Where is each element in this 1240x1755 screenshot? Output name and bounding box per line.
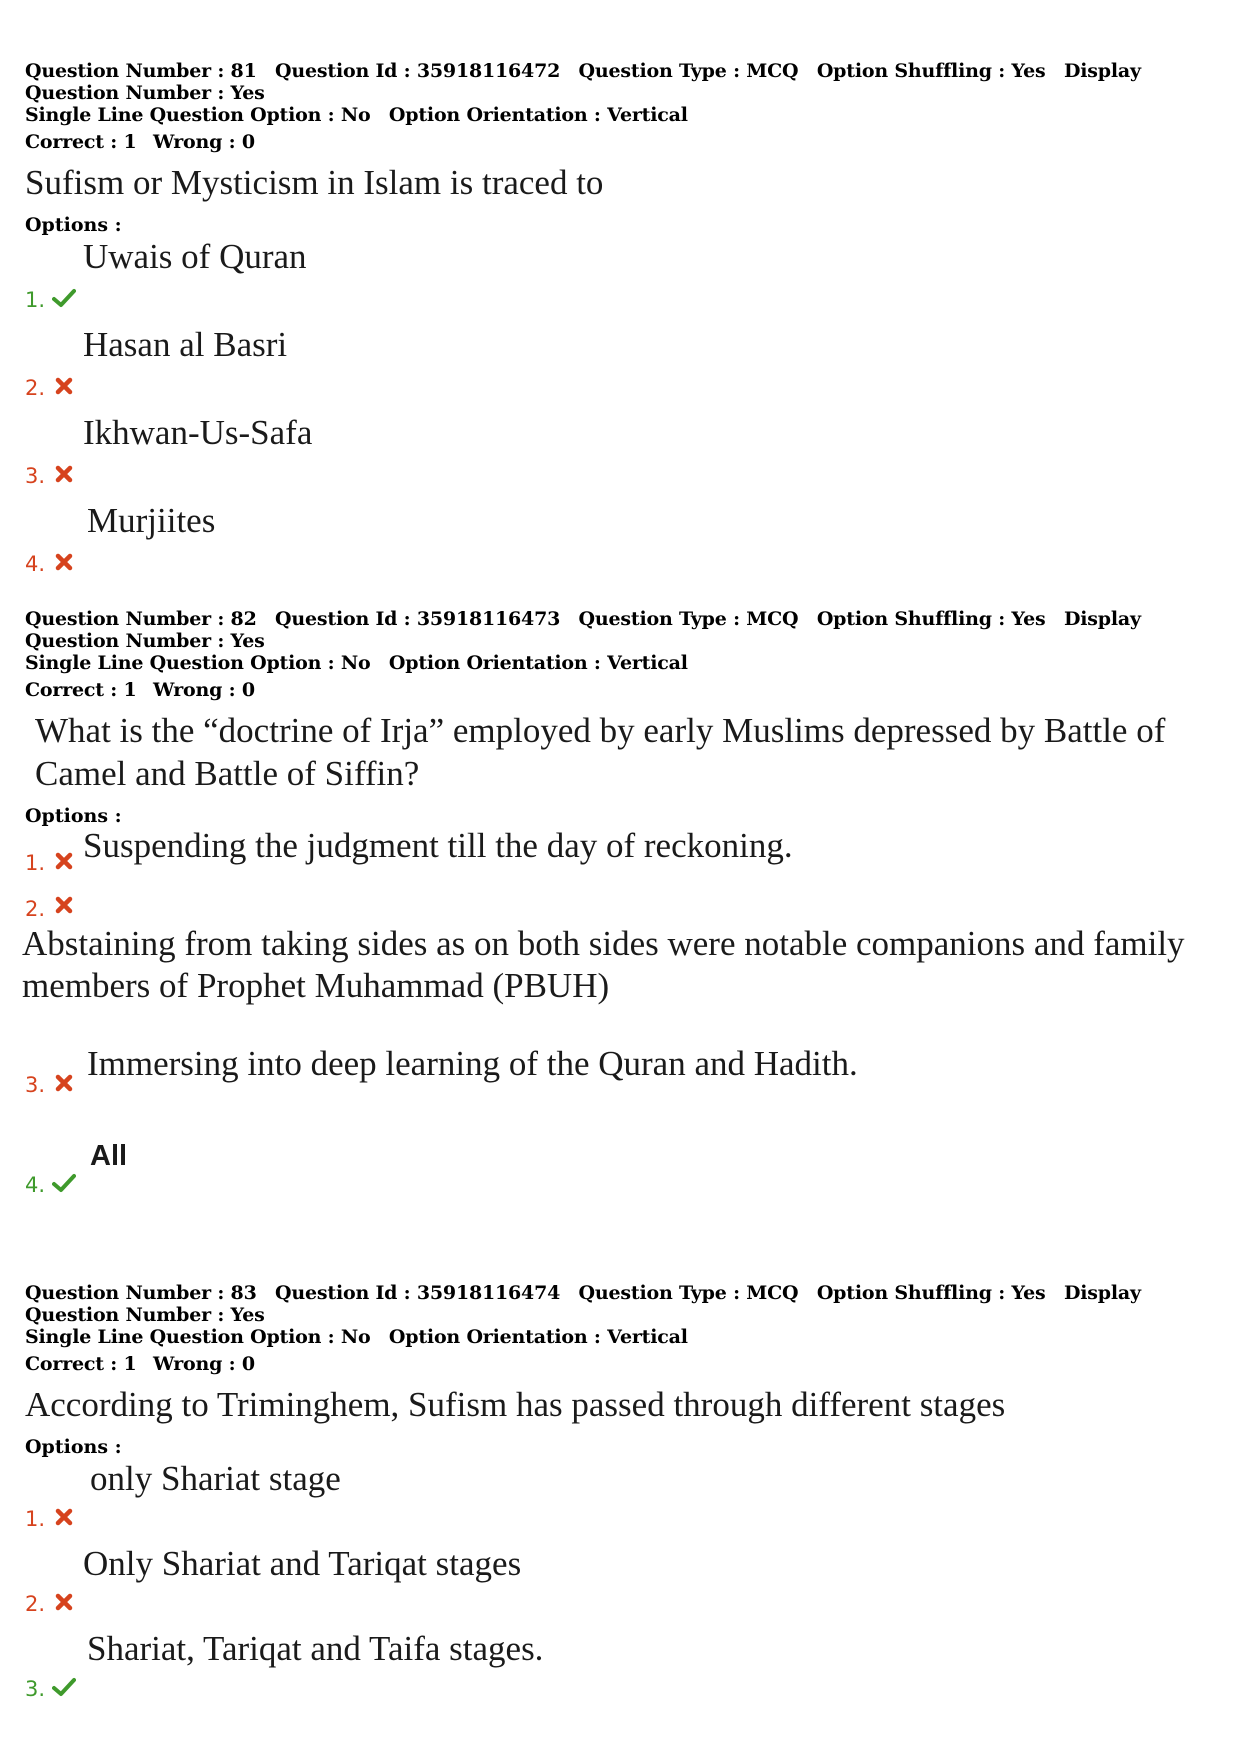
option-number: 3. <box>25 464 46 488</box>
option-number: 3. <box>25 1677 46 1701</box>
option-number: 3. <box>25 1073 46 1097</box>
option-text: Only Shariat and Tariqat stages <box>83 1544 522 1583</box>
question-meta: Question Number : 83 Question Id : 35918116474 Question Type : MCQ Option Shuffling : Yes Display Question Number : Yes Single Line Question Option : No Option Orientation : Vertical Correct : 1 Wrong : 0 <box>25 1282 1225 1375</box>
option-number: 4. <box>25 552 46 576</box>
cross-icon <box>52 376 76 396</box>
question-block-83 <box>25 1282 1225 1713</box>
option-text: Murjiites <box>87 501 216 540</box>
question-text: Sufism or Mysticism in Islam is traced to <box>25 163 604 202</box>
option-text: Immersing into deep learning of the Quran and Hadith. <box>87 1044 858 1083</box>
question-text: According to Triminghem, Sufism has passed through different stages <box>25 1385 1006 1424</box>
cross-icon <box>52 895 76 915</box>
option-1 <box>25 1458 1225 1543</box>
check-icon <box>52 1173 76 1193</box>
question-block-81 <box>25 60 1225 588</box>
cross-icon <box>52 1507 76 1527</box>
option-number: 1. <box>25 288 46 312</box>
option-number: 1. <box>25 851 46 875</box>
option-text: Shariat, Tariqat and Taifa stages. <box>87 1629 544 1668</box>
question-meta: Question Number : 82 Question Id : 35918116473 Question Type : MCQ Option Shuffling : Yes Display Question Number : Yes Single Line Question Option : No Option Orientation : Vertical Correct : 1 Wrong : 0 <box>25 608 1225 701</box>
option-1 <box>25 827 1225 897</box>
question-meta: Question Number : 81 Question Id : 35918116472 Question Type : MCQ Option Shuffling : Yes Display Question Number : Yes Single Line Question Option : No Option Orientation : Vertical Correct : 1 Wrong : 0 <box>25 60 1225 153</box>
option-text: only Shariat stage <box>90 1459 341 1498</box>
option-2 <box>25 1543 1225 1628</box>
option-number: 2. <box>25 1592 46 1616</box>
option-3 <box>25 1044 1225 1147</box>
option-2 <box>22 897 1225 1047</box>
option-text: Abstaining from taking sides as on both sides were notable companions and family members of Prophet Muhammad (PBUH) <box>22 924 1185 1005</box>
option-number: 4. <box>25 1173 46 1197</box>
cross-icon <box>52 1073 76 1093</box>
option-4 <box>25 500 1225 588</box>
option-2 <box>25 324 1225 412</box>
cross-icon <box>52 464 76 484</box>
options-label: Options : <box>25 1436 122 1458</box>
option-1 <box>25 236 1225 324</box>
option-4 <box>25 1140 1225 1197</box>
option-3 <box>25 412 1225 500</box>
check-icon <box>52 288 76 308</box>
marks-info: Correct : 1 Wrong : 0 <box>25 679 255 701</box>
option-number: 2. <box>25 897 46 921</box>
option-3 <box>25 1628 1225 1713</box>
option-text: Ikhwan-Us-Safa <box>83 413 313 452</box>
options-label: Options : <box>25 805 122 827</box>
option-text: Hasan al Basri <box>83 325 288 364</box>
option-text: Uwais of Quran <box>83 237 307 276</box>
cross-icon <box>52 1592 76 1612</box>
option-number: 1. <box>25 1507 46 1531</box>
check-icon <box>52 1677 76 1697</box>
option-number: 2. <box>25 376 46 400</box>
cross-icon <box>52 552 76 572</box>
cross-icon <box>52 851 76 871</box>
option-text: Suspending the judgment till the day of reckoning. <box>83 826 793 865</box>
question-text: What is the “doctrine of Irja” employed by early Muslims depressed by Battle of Camel and Battle of Siffin? <box>35 711 1166 793</box>
option-text: All <box>90 1140 128 1172</box>
marks-info: Correct : 1 Wrong : 0 <box>25 1353 255 1375</box>
marks-info: Correct : 1 Wrong : 0 <box>25 131 255 153</box>
options-label: Options : <box>25 214 122 236</box>
question-block-82 <box>22 608 1225 1197</box>
